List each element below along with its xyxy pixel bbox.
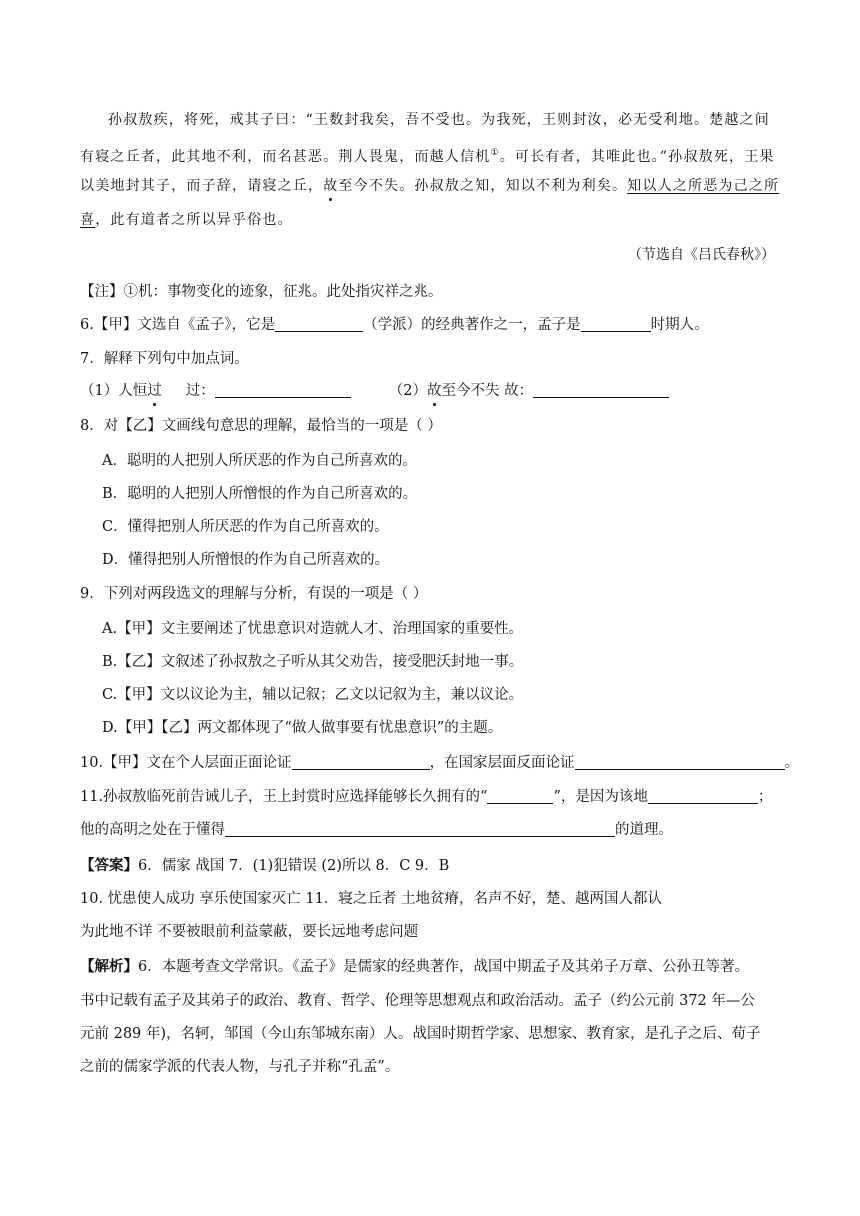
q11-blank-2[interactable] — [648, 789, 758, 804]
passage-line-2: 有寝之丘者，此其地不利，而名甚恶。荆人畏鬼，而越人信机①。可长有者，其唯此也。”孙叔敖死，王果 — [80, 148, 775, 165]
passage-source: （节选自《吕氏春秋》） — [628, 247, 775, 263]
question-11-line-1: 11.孙叔敖临死前告诫儿子，王上封赏时应选择能够长久拥有的“ ”，是因为该地 ； — [80, 789, 773, 805]
footnote: 【注】①机：事物变化的迹象，征兆。此处指灾祥之兆。 — [80, 284, 443, 300]
question-7-items: （1）人恒过 过： （2）故至今不失 故： — [80, 381, 669, 401]
analysis-line-1: 【解析】6．本题考查文学常识。《孟子》是儒家的经典著作，战国中期孟子及其弟子万章、公孙丑等著。 — [80, 958, 749, 975]
q7-dot-word-2: 故 — [426, 383, 442, 399]
q7-dot-word-1: 过 — [147, 383, 162, 399]
footnote-marker: ① — [490, 148, 500, 158]
q10-blank-2[interactable] — [575, 755, 785, 770]
answer-line-1: 【答案】6．儒家 战国 7．(1)犯错误 (2)所以 8．C 9．B — [80, 857, 450, 874]
question-9-stem: 9．下列对两段选文的理解与分析，有误的一项是（ ） — [80, 586, 428, 602]
analysis-line-2: 书中记载有孟子及其弟子的政治、教育、哲学、伦理等思想观点和政治活动。孟子（约公元前 372 年—公 — [80, 993, 755, 1009]
question-11-line-2: 他的高明之处在于懂得 的道理。 — [80, 822, 673, 838]
underlined-sentence: 知以人之所恶为己之所 — [627, 178, 780, 194]
q9-option-b[interactable]: B.【乙】文叙述了孙叔敖之子听从其父劝告，接受肥沃封地一事。 — [102, 654, 524, 670]
q9-option-d[interactable]: D.【甲】【乙】两文都体现了“做人做事要有忧患意识”的主题。 — [102, 720, 503, 736]
q8-option-d[interactable]: D．懂得把别人所憎恨的作为自己所喜欢的。 — [102, 552, 390, 568]
answer-line-3: 为此地不详 不要被眼前利益蒙蔽，要长远地考虑问题 — [80, 924, 419, 940]
q11-blank-1[interactable] — [487, 789, 553, 804]
question-6: 6.【甲】文选自《孟子》，它是 （学派）的经典著作之一，孟子是 时期人。 — [80, 317, 709, 333]
q7-blank-1[interactable] — [215, 383, 351, 398]
q8-option-b[interactable]: B．聪明的人把别人所憎恨的作为自己所喜欢的。 — [102, 486, 418, 502]
q9-option-c[interactable]: C.【甲】文以议论为主，辅以记叙；乙文以记叙为主，兼以议论。 — [102, 687, 524, 703]
q6-blank-2[interactable] — [581, 317, 651, 332]
passage-line-3: 以美地封其子，而子辞，请寝之丘，故至今不失。孙叔敖之知，知以不利为利矣。知以人之所恶为己之所 — [80, 178, 780, 194]
q11-blank-3[interactable] — [225, 822, 615, 837]
analysis-line-4: 之前的儒家学派的代表人物，与孔子并称“孔孟”。 — [80, 1059, 400, 1075]
q9-option-a[interactable]: A.【甲】文主要阐述了忧患意识对造就人才、治理国家的重要性。 — [102, 621, 524, 637]
passage-line-1: 孙叔敖疾，将死，戒其子曰：“王数封我矣，吾不受也。为我死，王则封汝，必无受利地。楚越之间 — [108, 112, 770, 128]
emphasis-dot-word: 故 — [323, 178, 339, 194]
question-7-stem: 7．解释下列句中加点词。 — [80, 351, 249, 367]
q8-option-c[interactable]: C．懂得把别人所厌恶的作为自己所喜欢的。 — [102, 519, 389, 535]
analysis-label: 【解析】 — [80, 958, 138, 975]
q8-option-a[interactable]: A．聪明的人把别人所厌恶的作为自己所喜欢的。 — [102, 453, 417, 469]
question-8-stem: 8．对【乙】文画线句意思的理解，最恰当的一项是（ ） — [80, 418, 442, 434]
q7-blank-2[interactable] — [533, 383, 669, 398]
passage-line-4: 喜，此有道者之所以异乎俗也。 — [80, 212, 293, 228]
answer-line-2: 10. 忧患使人成功 享乐使国家灭亡 11．寝之丘者 土地贫瘠，名声不好，楚、越两国人都认 — [80, 891, 662, 907]
question-10: 10.【甲】文在个人层面正面论证 ，在国家层面反面论证 。 — [80, 755, 800, 771]
answer-label: 【答案】 — [80, 857, 138, 874]
q10-blank-1[interactable] — [292, 755, 430, 770]
analysis-line-3: 元前 289 年)，名轲，邹国（今山东邹城东南）人。战国时期哲学家、思想家、教育家，是孔子之后、荀子 — [80, 1026, 761, 1042]
q6-blank-1[interactable] — [275, 317, 363, 332]
underlined-sentence-end: 喜 — [80, 212, 96, 228]
